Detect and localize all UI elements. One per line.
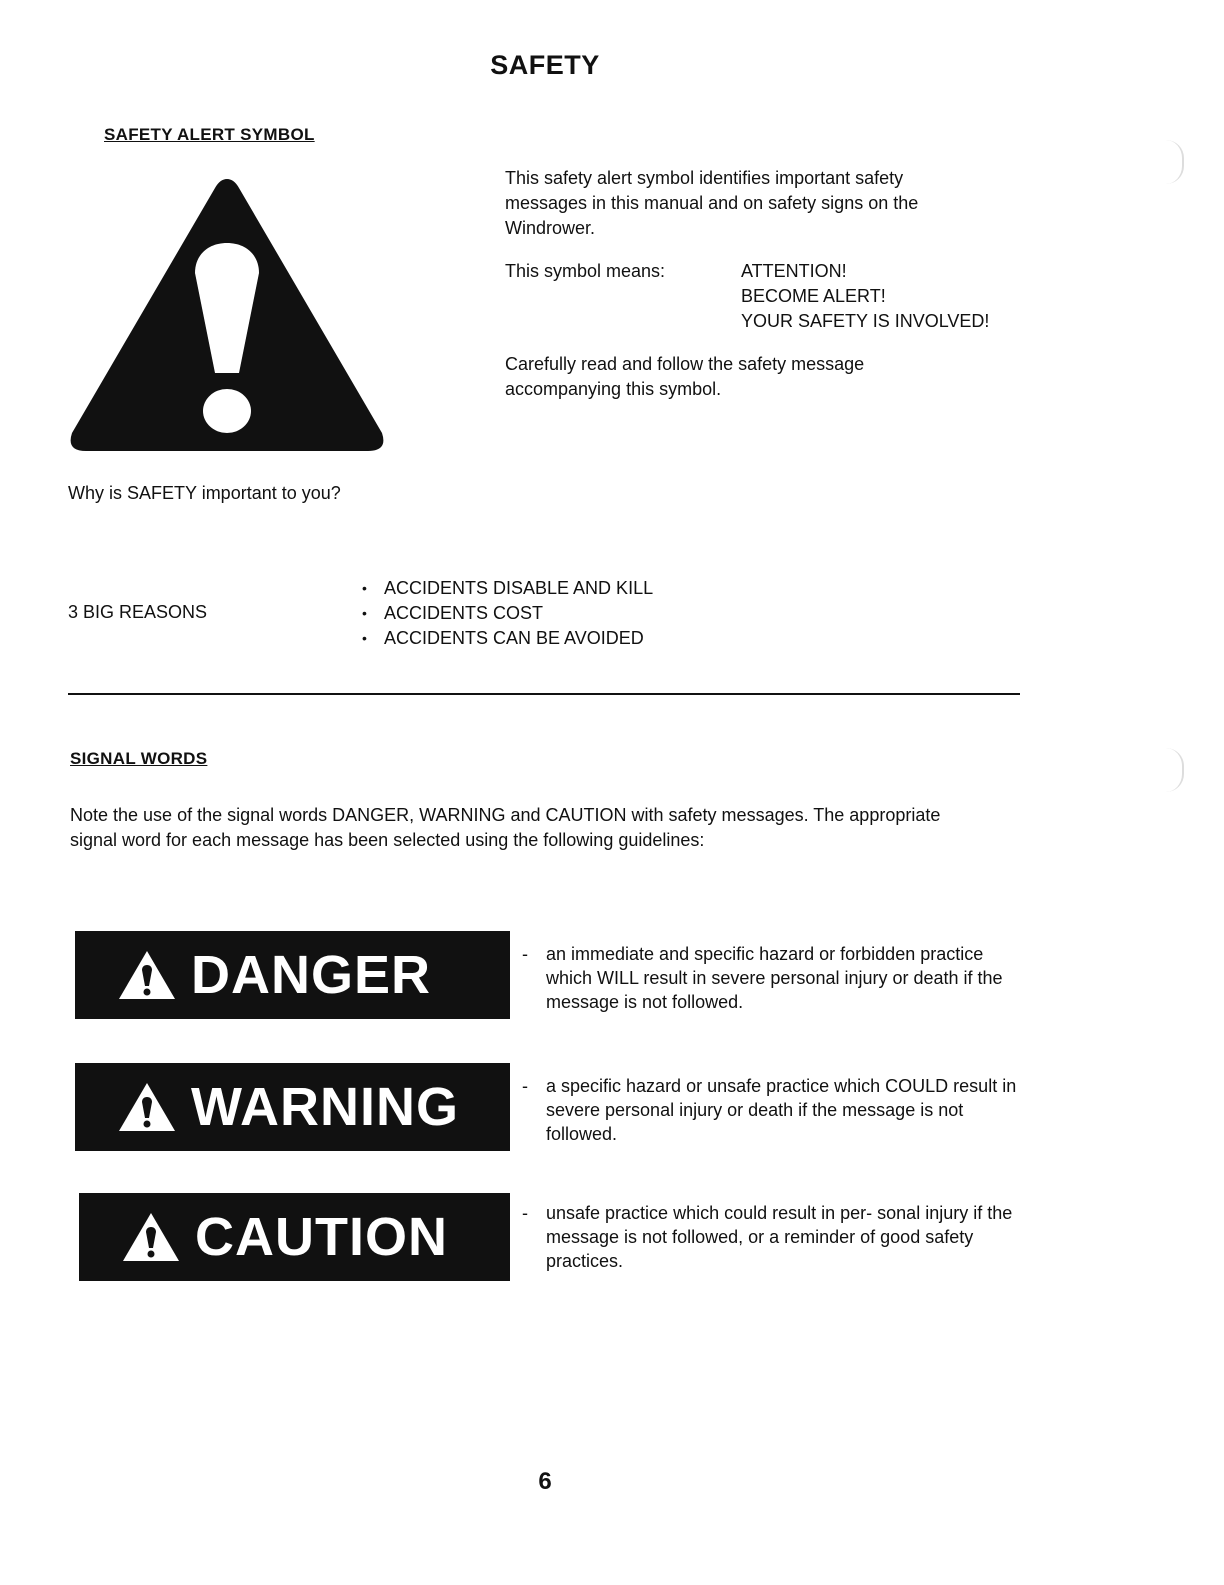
sign-word: CAUTION <box>195 1207 448 1267</box>
warning-sign <box>75 1063 510 1151</box>
symbol-means-label: This symbol means: <box>505 261 666 281</box>
alert-instruction-text: Carefully read and follow the safety message accompanying this symbol. <box>505 354 865 399</box>
definition-text: a specific hazard or unsafe practice which COULD result in severe personal injury or death if the message is not followed. <box>546 1076 1017 1144</box>
definition-text: unsafe practice which could result in per- sonal injury if the message is not followed, or a reminder of good safety practices. <box>546 1203 1013 1271</box>
page-title: SAFETY <box>490 50 600 80</box>
list-item: • ACCIDENTS COST <box>360 601 653 626</box>
warning-triangle-icon <box>121 1211 181 1263</box>
symbol-meanings <box>741 259 989 334</box>
page-number: 6 <box>538 1468 552 1495</box>
warning-definition <box>522 1074 1022 1146</box>
binder-hole-mark <box>1166 748 1184 792</box>
binder-hole-mark <box>1166 140 1184 184</box>
section-divider <box>68 693 1020 695</box>
caution-definition <box>522 1201 1022 1273</box>
reasons-label: 3 BIG REASONS <box>68 602 208 622</box>
reasons-list <box>360 576 653 651</box>
alert-intro-text: This safety alert symbol identifies important safety messages in this manual and on safety signs on the Windrower. <box>505 168 919 238</box>
safety-question: Why is SAFETY important to you? <box>68 483 341 503</box>
section-heading-safety-alert-symbol: SAFETY ALERT SYMBOL <box>104 125 315 144</box>
meaning-line: ATTENTION! <box>741 261 847 281</box>
sign-word: WARNING <box>191 1077 459 1137</box>
safety-alert-symbol-icon <box>68 175 386 453</box>
sign-word: DANGER <box>191 945 432 1005</box>
caution-sign <box>79 1193 510 1281</box>
list-item: • ACCIDENTS CAN BE AVOIDED <box>360 626 653 651</box>
warning-triangle-icon <box>117 949 177 1001</box>
definition-text: an immediate and specific hazard or forbidden practice which WILL result in severe personal injury or death if the message is not followed. <box>546 944 1003 1012</box>
dash: - <box>522 1203 528 1223</box>
danger-definition <box>522 942 1022 1014</box>
section-heading-signal-words: SIGNAL WORDS <box>70 749 208 768</box>
dash: - <box>522 944 528 964</box>
meaning-line: YOUR SAFETY IS INVOLVED! <box>741 311 990 331</box>
signal-intro-text: Note the use of the signal words DANGER, WARNING and CAUTION with safety messages. The appropriate signal word for each message has been selected using the following guidelines: <box>70 805 941 850</box>
danger-sign <box>75 931 510 1019</box>
dash: - <box>522 1076 528 1096</box>
list-item: • ACCIDENTS DISABLE AND KILL <box>360 576 653 601</box>
meaning-line: BECOME ALERT! <box>741 286 886 306</box>
warning-triangle-icon <box>117 1081 177 1133</box>
